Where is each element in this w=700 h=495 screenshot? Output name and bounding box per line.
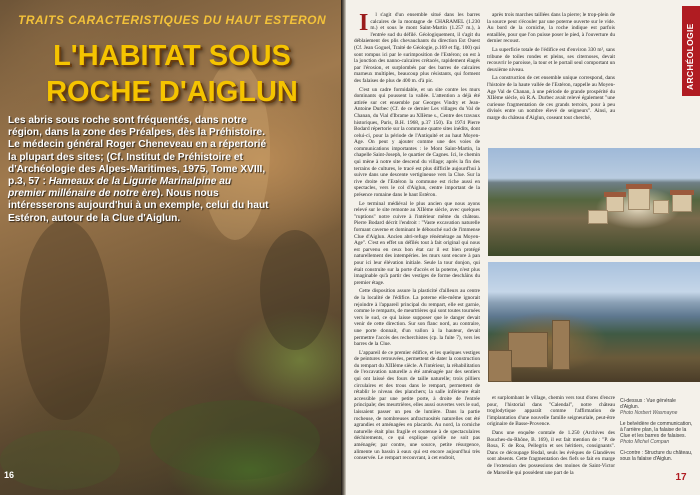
- house: [588, 210, 608, 224]
- house: [672, 194, 692, 212]
- house: [606, 196, 624, 212]
- ruin-wall: [508, 332, 548, 368]
- house: [653, 200, 669, 214]
- caption-text: Le belvédère de communication, à l'arrière plan, la falaise de la Clue et les barres de falaises.: [620, 421, 693, 439]
- paragraph: C'est un cadre formidable, et un site contre les murs dominants qui poussent la vallée. L'attention a déjà été attirée sur cet ensemble par Georges Vindry et Jean-Antoine Durbec (Cf. de ce dernier Les villages du Val de Chanan, du Vial d'Ibrame au XIIème s., Centre des travaux historiques, Paris, B.H. 1968, p.37 150). En 1974 Pierre Bodard répertorie sur la commune quatre sites inédits, dont celui-ci, pour la période de l'Antiquité et au haut Moyen-Age. On peut y ajouter comme une des voies de communications importantes : le Mont Saint-Martin, la chapelle Saint-Joseph, le quartier de Cagnes. Ici, le chemin qui mène à notre site descend du village; après la fin des terrains de cultures, le tracé est plus difficile aujourd'hui à suivre dans une descente vertigineuse vers la Clue. Sur la rive droite de l'Estéron la commune est riche aussi en spectacles, vers le col d'Aiglun, centre important de la présence romaine dans le haut Estéron.: [354, 86, 480, 199]
- roof: [626, 184, 652, 189]
- paragraph: et surplombant le village, chemin vers tout d'ores d'encre pour, l'historial dans "Calendal", notre château troglodytique apparaît comme l'affirmation de l'implantation d'une nouvelle famille seigneuriale, peut-être originaire de Basse-Provence.: [487, 395, 615, 428]
- intro-reference-title: Hameaux de la Ligurie Marinalpine au premier millénaire de notre ère: [8, 176, 232, 200]
- paragraph: La construction de cet ensemble unique correspond, dans l'histoire de la haute vallée de l'Estéron, rappelle au Moyen-Age Val de Chanan, à une période de grande prospérité du XIIème siècle, où R.A. Durbec avait relevé également "une curieuse fragmentation de ces grands terroirs, pour à peu divisés entre un nombre élevé de seigneurs". Ainsi, au marge du château d'Aiglun, coseant tout cherché,: [487, 75, 615, 121]
- castle-ruins-photo: [488, 262, 700, 382]
- roof: [670, 190, 694, 195]
- roof: [604, 192, 626, 197]
- paragraph: Le terminal médiéval le plus ancien que nous ayons relevé sur le site remonte au XIIème siècle, avec quelques "ruptions" notre cuivre à l'intérieur même du château. Pierre Bodard décrit l'endroit : "Vaste excavation naturelle formant caverne et dominant le débouché sud de l'immense Clue d'Aiglun. Ancien abri-refuge rénémérage au Moyen-Age". C'est en effet un défilés tout à fait original qui nous est parvenu en ceux bon état car il est bien protégé naturellement des intempéries. les murs sont encore à pan pour ici leur élévation initiale. Seule la tour donjon, qui était construite sur la porte d'accès et la poterne, n'est plus imaginable qu'à partir des vestiges de forme deschâins du premier étage.: [354, 200, 480, 286]
- page-number-right: 17: [675, 472, 687, 483]
- paragraph: Dans une enquête comtale de 1.250 (Archives des Bouches-du-Rhône, B. 169), il est fait mention de : "P. de Rosa, F. de Roa, Pellegrin et ses héritiers, consignants". Dans ce découpage féodal, seuls les évêques de Glandèves sont absents. Cette fragmentation des fiefs se fait en marge de l'extension des possessions des moines de Saint-Victor de Marseille qui possèdent une part de la: [487, 429, 615, 476]
- rock-texture: [20, 220, 110, 420]
- paragraph: après trois marches taillées dans la pierre; le trop-plein de la source peut s'écouler par une poterne ouverte sur le vide. Au bord de la corniche, la roche indique est parfois entaillée, pour que l'on puisse poser le pied, à l'ouverture du dernier recoust.: [487, 12, 615, 45]
- page-number-left: 16: [4, 470, 15, 480]
- caption: [620, 398, 696, 416]
- paragraph: [354, 12, 480, 85]
- ruin-wall: [488, 350, 512, 382]
- photo-credit: Photo Michel Compan: [620, 439, 670, 445]
- article-subtitle: TRAITS CARACTERISTIQUES DU HAUT ESTERON: [18, 13, 327, 27]
- text-column-2-top: [487, 12, 615, 124]
- photo-credit: Photo Norbert Wasmayne: [620, 410, 678, 416]
- section-tab-label: ARCHÉOLOGIE: [685, 23, 695, 90]
- article-title: L'HABITAT SOUS ROCHE D'AIGLUN: [46, 40, 298, 108]
- ruin-wall: [552, 320, 570, 370]
- intro-paragraph: Les abris sous roche sont fréquentés, dans notre région, dans la zone des Préalpes, dès la Préhistoire.: [8, 115, 266, 139]
- photo-captions: [620, 398, 696, 467]
- text-column-1: [354, 12, 480, 464]
- left-page: [0, 0, 341, 495]
- caption: [620, 450, 696, 462]
- intro-paragraph: ). Nous nous intéresserons aujourd'hui à un exemple, celui du haut Estéron, autour de la Clue d'Aiglun.: [8, 188, 269, 224]
- caption-text: Ci-contre : Structure du château, sous la falaise d'Aiglun.: [620, 450, 693, 462]
- rock-texture: [260, 230, 330, 350]
- intro-text: [8, 115, 270, 225]
- text-column-2-bottom: [487, 395, 615, 478]
- paragraph-text: l s'agit d'un ensemble situé dans les barres calcaires de la montagne de CHARAMEL (1.230 m.) et sous le mont Saint-Martin (1.257 m.), à l'entrée sud du défilé. Géologiquement, il s'agit du déblaiement des plis chevauchants du direction Est Ouest (Cf. Jean Goguel, Traité de Géologie, p.169 et fig. 100) qui sont rompus ici par le surimposition de l'Estéron; on est à la jonction des nanno-calcaires crétacés, rapidement élagés par l'érosion, et surplombés par des barres de calcaires marneux multiples, beaucoup plus résistants, qui forment des falaises de plus de 400 m. d'à pic.: [354, 12, 480, 84]
- paragraph: Cette disposition assure la plasticité d'ailleurs au centre de la localité de l'édifice. La poterne elle-même ignorait rejoindre à l'appareil principal du rempart, elle est garnie, comme le remparts, de meurtrières qui sont toutes tournées vers le sud, ce qui laisse supposer que le danger devait venir de cette direction. Sur son flanc nord, au contraire, une porte donnait, d'un vallon à la hauteur, devait permettre l'accès des recherchistes (cp. la fuite 7), vers les barres de la Clue.: [354, 288, 480, 348]
- intro-paragraph: Le médecin général Roger Cheneveau en a répertorié la plupart des sites; (Cf. Institut de Préhistoire et d'Archéologie des Alpes-Maritimes, 1975, Tome XVIII, p.3, 57 :: [8, 139, 267, 188]
- section-tab: [682, 6, 700, 96]
- vegetation: [0, 430, 120, 490]
- right-page: [346, 0, 700, 495]
- caption-text: Ci-dessus : Vue générale d'Aiglun.: [620, 398, 676, 410]
- paragraph: La superficie totale de l'édifice est d'environ 330 m², sans tribune de toiles rondes et pleins, ses citernoses, devait recouvrir le paroisse, la tour et le portail seul comportant un deuxième niveau.: [487, 46, 615, 73]
- drop-cap: I: [359, 10, 369, 36]
- vegetation: [150, 400, 320, 480]
- village-photo: [488, 148, 700, 256]
- caption: [620, 421, 696, 445]
- paragraph: L'appareil de ce premier édifice, et les quelques vestiges de peintures retrouvées, permettent de dater la construction du rempart du XIIIème siècle. A l'intérieur, la réhabilitation de l'excavation naturelle a été aménagée par des sentiers qui ont laissé des fours de taille naturelle; trois pilliers circulaires et des trous dans le rempart, permettent de rétablir le niveau des planchers; la salle inférieure était accessible par une petite porte, à droite de l'entrée principale; des meurtrières, elles aussi ouvertes vers le sud, laissaient passer un peu de lumière. Dans la partie rocheuse, de nombreuses anfractuosités naturelles ont été agrandies et aménagées en placards. Au nord, la corniche naturelle était plus fragile et soutenue à de spectaculaires déchirements, ce qui explique qu'elle ne soit pas aménagée; par contre, une source, petite résurgence, alimente un bassin à eaux qui est encore aujourd'hui très conservée. Le rempart recouvrant, à cet endroit,: [354, 349, 480, 462]
- house: [628, 188, 650, 210]
